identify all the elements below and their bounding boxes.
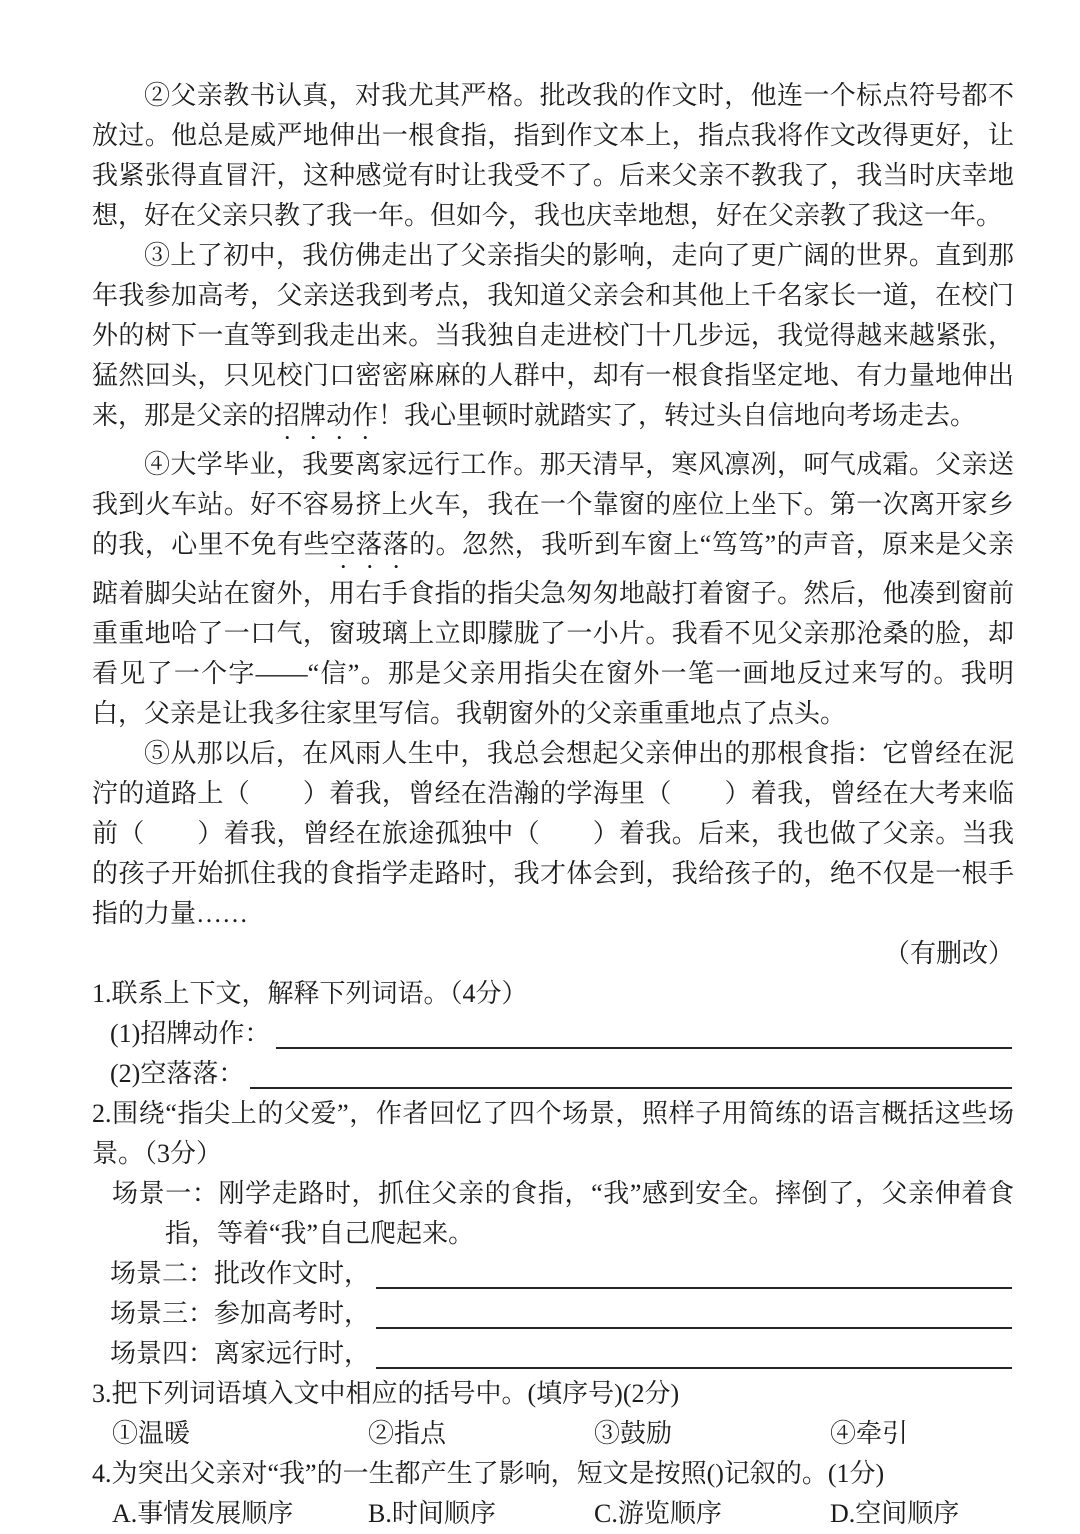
scene-1-example — [112, 1174, 1014, 1254]
scene-label: 场景一： — [112, 1179, 219, 1208]
question-1 — [92, 974, 1014, 1094]
definition-label: (1)招牌动作： — [110, 1019, 271, 1048]
question-1-stem: 1.联系上下文，解释下列词语。（4分） — [92, 979, 528, 1008]
question-section — [92, 974, 1014, 1534]
emphasized-word-kongluoluo: 空落落 — [329, 530, 410, 559]
paragraph-text: ③上了初中，我仿佛走出了父亲指尖的影响，走向了更广阔的世界。直到那年我参加高考，父亲送我到考点，我知道父亲会和其他上千名家长一道，在校门外的树下一直等到我走出来。当我独自走进校门十几步远，我觉得越来越紧张，猛然回头，只见校门口密密麻麻的人群中，却有一根食指坚定地、有力量地伸出来，那是父亲的 — [92, 241, 1014, 430]
option-1-wennuan: ①温暖 — [112, 1419, 191, 1448]
question-3-options — [112, 1414, 1014, 1454]
option-d: D.空间顺序 — [830, 1499, 960, 1528]
question-4-options — [112, 1494, 1014, 1534]
option-2-zhidian: ②指点 — [368, 1419, 447, 1448]
paragraph-text: ！我心里顿时就踏实了，转过头自信地向考场走去。 — [378, 401, 977, 430]
passage-paragraph-3 — [92, 236, 1014, 445]
question-1-item-1 — [110, 1014, 1014, 1054]
answer-blank[interactable] — [276, 1021, 1012, 1049]
passage-paragraph-5 — [92, 734, 1014, 934]
answer-blank[interactable] — [376, 1301, 1012, 1329]
paragraph-text: 的。忽然，我听到车窗上“笃笃”的声音，原来是父亲踮着脚尖站在窗外，用右手食指的指尖急匆匆地敲打着窗子。然后，他凑到窗前重重地哈了一口气，窗玻璃上立即朦胧了一小片。我看不见父亲那沧桑的脸，却看见了一个字——“信”。那是父亲用指尖在窗外一笔一画地反过来写的。我明白，父亲是让我多往家里写信。我朝窗外的父亲重重地点了点头。 — [92, 530, 1014, 728]
option-c: C.游览顺序 — [594, 1499, 722, 1528]
question-3 — [92, 1374, 1014, 1454]
paragraph-text: ④大学毕业，我要离家远行工作。那天清早，寒风凛冽，呵气成霜。父亲送我到火车站。好不容易挤上火车，我在一个靠窗的座位上坐下。第一次离开家乡的我，心里不免有些 — [92, 450, 1014, 559]
scene-label: 场景二：批改作文时， — [110, 1259, 371, 1288]
passage-paragraph-2 — [92, 76, 1014, 236]
scene-text: 刚学走路时，抓住父亲的食指，“我”感到安全。摔倒了，父亲伸着食指，等着“我”自己爬起来。 — [165, 1179, 1014, 1248]
option-a: A.事情发展顺序 — [112, 1499, 294, 1528]
reading-passage — [92, 76, 1014, 974]
source-note: （有删改） — [883, 939, 1014, 968]
passage-paragraph-4 — [92, 445, 1014, 734]
question-4 — [92, 1454, 1014, 1534]
scene-2-row — [110, 1254, 1014, 1294]
question-4-stem: 4.为突出父亲对“我”的一生都产生了影响，短文是按照()记叙的。(1分) — [92, 1459, 885, 1488]
answer-blank[interactable] — [376, 1261, 1012, 1289]
definition-label: (2)空落落： — [110, 1059, 245, 1088]
emphasized-word-zhaopai: 招牌动作 — [274, 401, 379, 430]
question-2 — [92, 1094, 1014, 1374]
scene-label: 场景四：离家远行时， — [110, 1339, 371, 1368]
answer-blank[interactable] — [250, 1061, 1012, 1089]
question-2-stem: 2.围绕“指尖上的父爱”，作者回忆了四个场景，照样子用简练的语言概括这些场景。（3分） — [92, 1099, 1014, 1168]
question-3-stem: 3.把下列词语填入文中相应的括号中。(填序号)(2分) — [92, 1379, 680, 1408]
answer-blank[interactable] — [376, 1341, 1012, 1369]
paragraph-text: ②父亲教书认真，对我尤其严格。批改我的作文时，他连一个标点符号都不放过。他总是威严地伸出一根食指，指到作文本上，指点我将作文改得更好，让我紧张得直冒汗，这种感觉有时让我受不了。后来父亲不教我了，我当时庆幸地想，好在父亲只教了我一年。但如今，我也庆幸地想，好在父亲教了我这一年。 — [92, 81, 1014, 230]
option-3-guli: ③鼓励 — [594, 1419, 673, 1448]
scene-4-row — [110, 1334, 1014, 1374]
option-b: B.时间顺序 — [368, 1499, 496, 1528]
question-1-item-2 — [110, 1054, 1014, 1094]
scene-label: 场景三：参加高考时， — [110, 1299, 371, 1328]
paragraph-text: ⑤从那以后，在风雨人生中，我总会想起父亲伸出的那根食指：它曾经在泥泞的道路上（ ）着我，曾经在浩瀚的学海里（ ）着我，曾经在大考来临前（ ）着我，曾经在旅途孤独中（ ）着我。后来，我也做了父亲。当我的孩子开始抓住我的食指学走路时，我才体会到，我给孩子的，绝不仅是一根手指的力量…… — [92, 739, 1014, 928]
option-4-qianyin: ④牵引 — [830, 1419, 909, 1448]
scene-3-row — [110, 1294, 1014, 1334]
